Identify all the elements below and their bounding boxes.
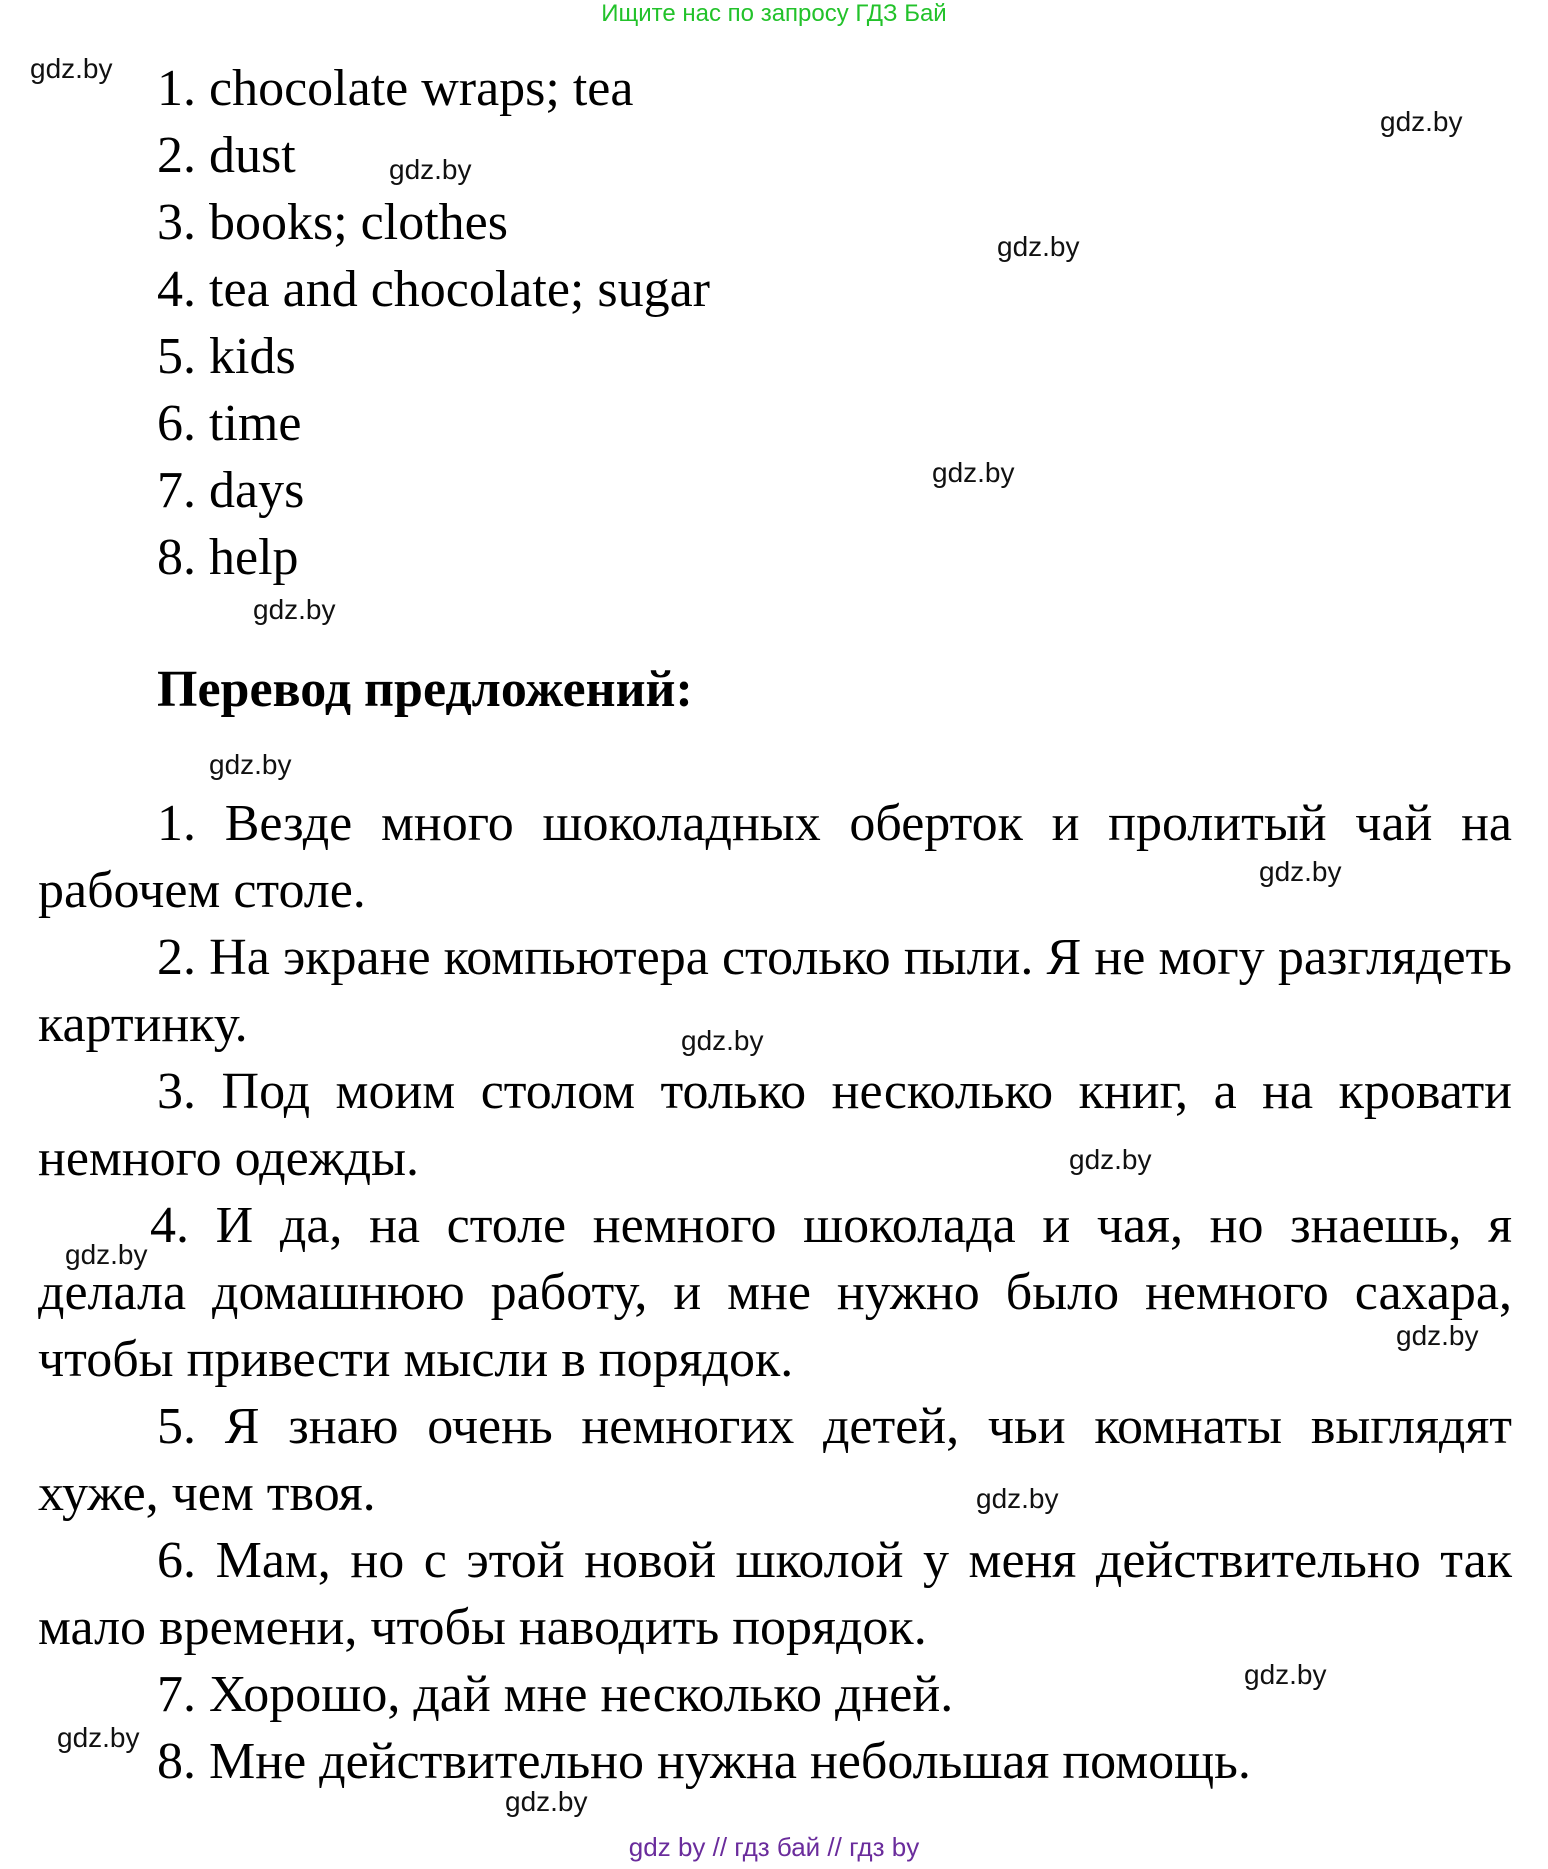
translation-item: 5. Я знаю очень немногих детей, чьи комнаты выглядят хуже, чем твоя. — [38, 1398, 1512, 1522]
answer-item: 2. dust — [157, 127, 296, 184]
watermark: gdz.by — [1244, 1659, 1327, 1690]
watermark: gdz.by — [389, 154, 472, 185]
translation-item: 6. Мам, но с этой новой школой у меня действительно так мало времени, чтобы наводить порядок. — [38, 1532, 1512, 1656]
answer-item: 8. help — [157, 529, 299, 586]
watermark: gdz.by — [30, 53, 113, 84]
translation-item: 8. Мне действительно нужна небольшая помощь. — [157, 1733, 1251, 1790]
search-hint-banner: Ищите нас по запросу ГДЗ Бай — [601, 0, 947, 27]
watermark: gdz.by — [681, 1025, 764, 1056]
translation-item: 2. На экране компьютера столько пыли. Я не могу разглядеть картинку. — [38, 929, 1512, 1053]
watermark: gdz.by — [57, 1722, 140, 1753]
section-heading: Перевод предложений: — [157, 661, 693, 718]
translation-item: 1. Везде много шоколадных оберток и пролитый чай на рабочем столе. — [38, 795, 1512, 919]
answer-item: 7. days — [157, 462, 305, 519]
answer-item: 4. tea and chocolate; sugar — [157, 261, 710, 318]
watermark: gdz.by — [209, 749, 292, 780]
watermark: gdz.by — [1380, 106, 1463, 137]
translation-item: 3. Под моим столом только несколько книг, а на кровати немного одежды. — [38, 1063, 1512, 1187]
watermark: gdz.by — [976, 1483, 1059, 1514]
answer-item: 3. books; clothes — [157, 194, 508, 251]
answer-list — [157, 55, 710, 591]
watermark: gdz.by — [932, 457, 1015, 488]
answer-item: 5. kids — [157, 328, 296, 385]
watermark: gdz.by — [997, 231, 1080, 262]
watermark: gdz.by — [65, 1239, 148, 1270]
footer-links: gdz by // гдз бай // гдз by — [628, 1832, 920, 1862]
answer-item: 1. chocolate wraps; tea — [157, 60, 634, 117]
translation-list — [38, 790, 1512, 1795]
watermark: gdz.by — [1396, 1320, 1479, 1351]
watermark: gdz.by — [1069, 1144, 1152, 1175]
watermark: gdz.by — [253, 594, 336, 625]
watermark: gdz.by — [505, 1786, 588, 1817]
translation-item: 7. Хорошо, дай мне несколько дней. — [157, 1666, 954, 1723]
watermark: gdz.by — [1259, 856, 1342, 887]
translation-item: 4. И да, на столе немного шоколада и чая, но знаешь, я делала домашнюю работу, и мне нужно было немного сахара, чтобы привести мысли в порядок. — [38, 1197, 1512, 1388]
answer-item: 6. time — [157, 395, 302, 452]
